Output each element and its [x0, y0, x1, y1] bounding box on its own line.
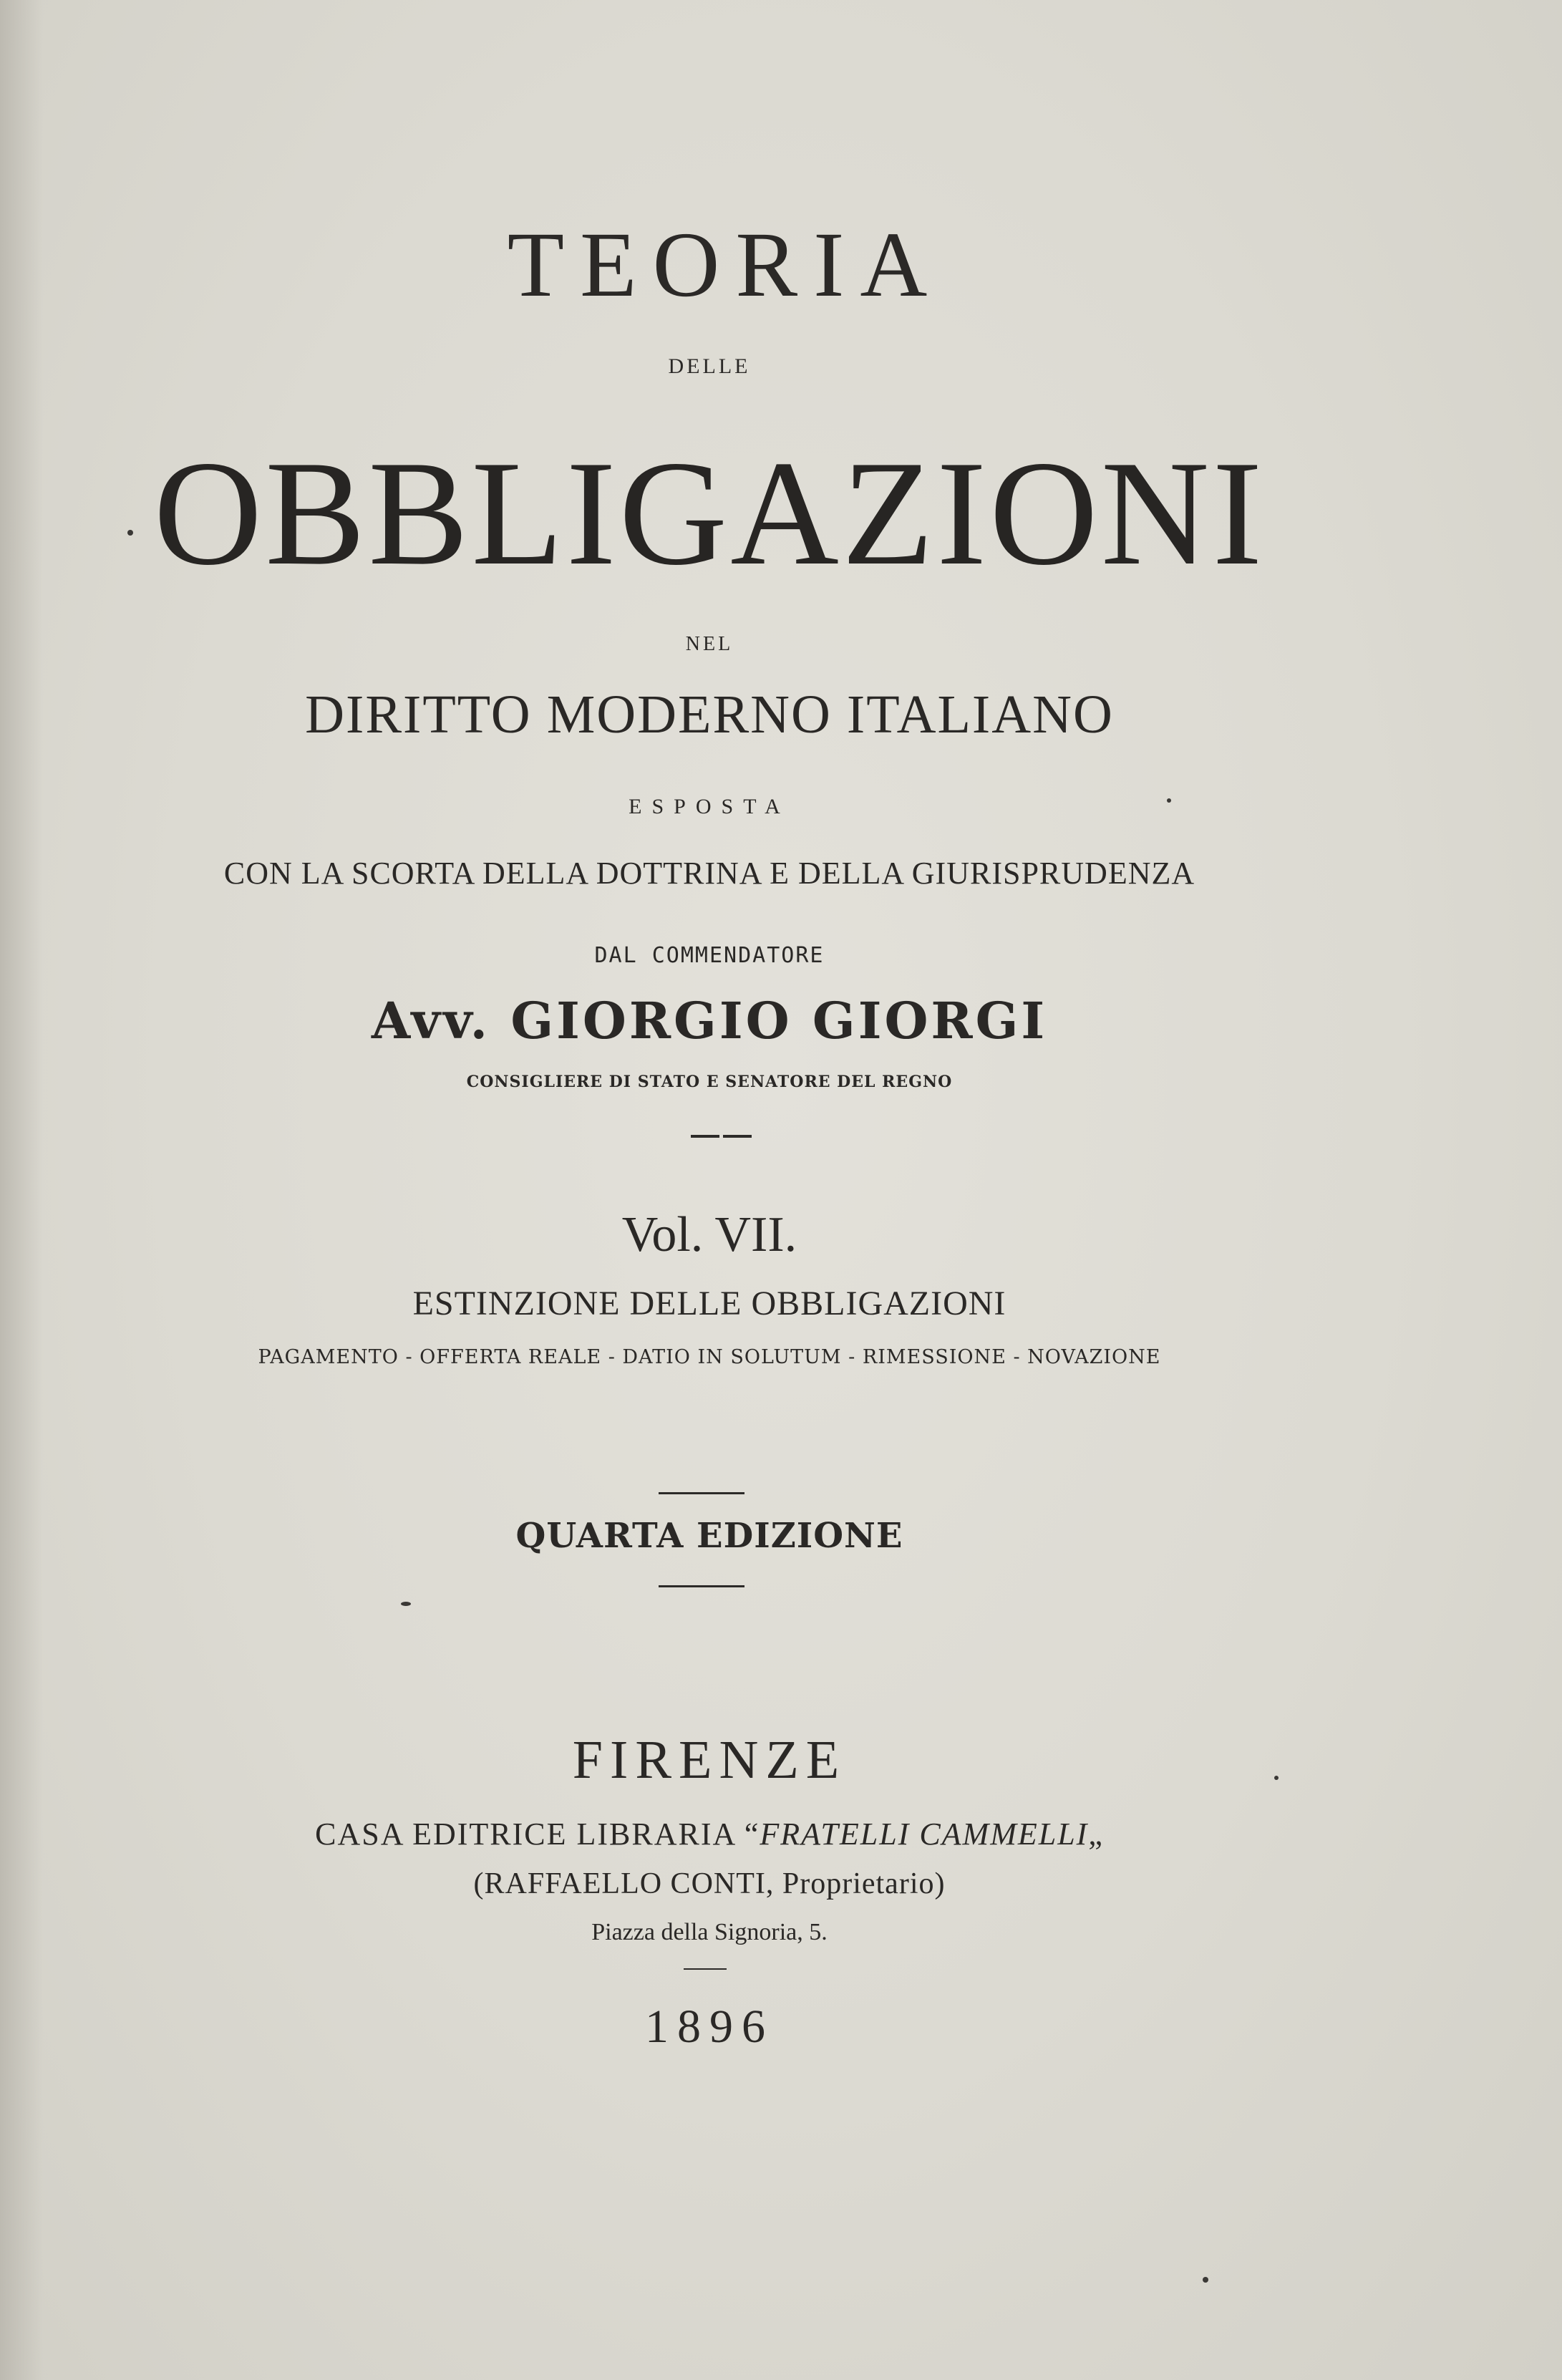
- title-teoria: TEORIA: [507, 213, 943, 316]
- divider-short: [691, 1135, 719, 1138]
- paper-speck: [1167, 798, 1171, 803]
- publisher-proprietor: (RAFFAELLO CONTI, Proprietario): [473, 1867, 946, 1900]
- publisher-prefix: CASA EDITRICE LIBRARIA “: [315, 1817, 760, 1852]
- publication-year: 1896: [645, 2001, 774, 2053]
- paper-speck: [127, 530, 133, 536]
- publication-city: FIRENZE: [572, 1730, 847, 1790]
- divider-above-year: [684, 1968, 727, 1970]
- title-delle: DELLE: [668, 354, 751, 378]
- volume-topics: PAGAMENTO - OFFERTA REALE - DATIO IN SOLUTUM - RIMESSIONE - NOVAZIONE: [258, 1346, 1161, 1368]
- publisher-address: Piazza della Signoria, 5.: [591, 1919, 828, 1945]
- title-obbligazioni: OBBLIGAZIONI: [153, 430, 1266, 596]
- volume-number: Vol. VII.: [621, 1207, 797, 1262]
- edition: QUARTA EDIZIONE: [515, 1516, 903, 1556]
- paper-speck: [401, 1602, 411, 1606]
- byline-dal: DAL COMMENDATORE: [594, 943, 825, 968]
- paper-speck: [1203, 2277, 1208, 2283]
- divider-above-edition: [659, 1492, 744, 1494]
- paper-speck: [1274, 1776, 1279, 1780]
- subtitle-scorta: CON LA SCORTA DELLA DOTTRINA E DELLA GIURISPRUDENZA: [223, 856, 1195, 891]
- title-nel: NEL: [685, 633, 734, 655]
- volume-subject: ESTINZIONE DELLE OBBLIGAZIONI: [412, 1285, 1006, 1322]
- publisher: [0, 1819, 1490, 1850]
- subtitle-esposta: ESPOSTA: [629, 795, 790, 818]
- divider-below-edition: [659, 1585, 744, 1587]
- subtitle-diritto: DIRITTO MODERNO ITALIANO: [305, 685, 1114, 745]
- publisher-suffix: „: [1088, 1817, 1104, 1852]
- author-name: Avv. GIORGIO GIORGI: [371, 991, 1048, 1050]
- author-title: CONSIGLIERE DI STATO E SENATORE DEL REGNO: [466, 1073, 953, 1091]
- publisher-name: FRATELLI CAMMELLI: [760, 1817, 1089, 1852]
- divider-short: [723, 1135, 752, 1138]
